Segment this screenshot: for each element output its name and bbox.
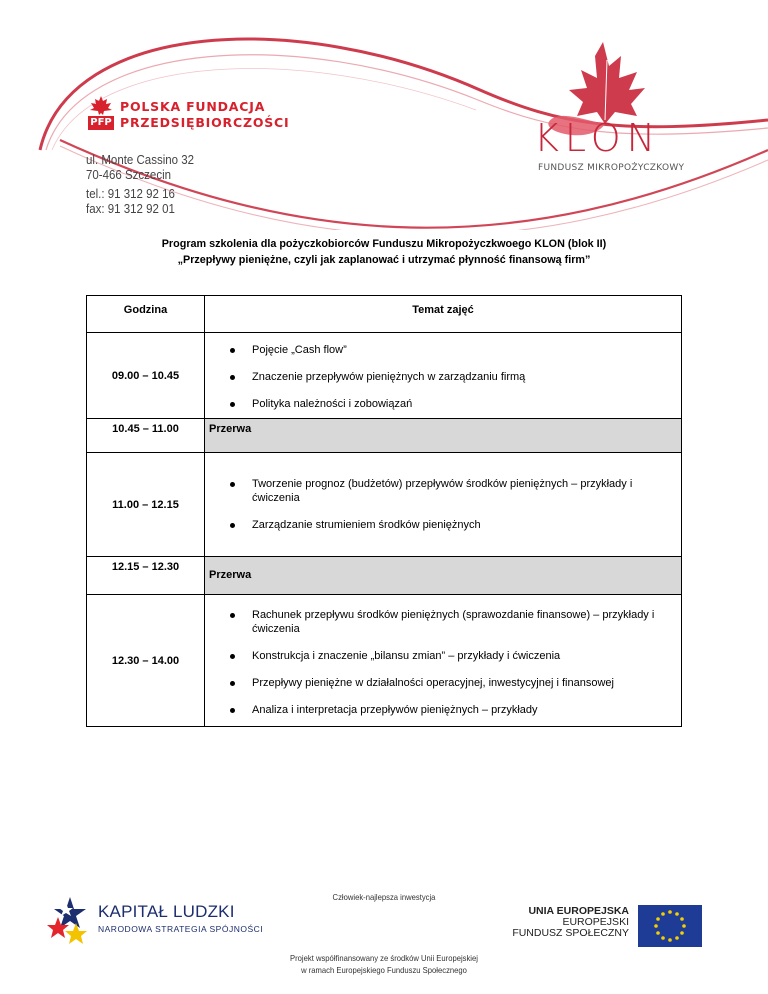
table-row-break [87,557,682,595]
table-row-break [87,419,682,453]
row-topics [205,333,682,419]
pfp-name-line1: POLSKA FUNDACJA [120,99,266,114]
ue-line1: UNIA EUROPEJSKA [528,905,629,917]
program-table [86,295,682,727]
topic-item: Znaczenie przepływów pieniężnych w zarządzaniu firmą [205,370,681,384]
row-time: 10.45 – 11.00 [87,419,205,453]
klon-subtitle: FUNDUSZ MIKROPOŻYCZKOWY [538,163,685,173]
pfp-abbrev: PFP [88,116,114,130]
pfp-mark [88,96,114,132]
table-row [87,453,682,557]
klon-name: KLON [534,116,662,160]
address-fax: fax: 91 312 92 01 [86,202,175,216]
kapital-ludzki-stars-icon [44,893,96,951]
break-label: Przerwa [205,419,682,453]
header-time: Godzina [87,296,205,333]
address-tel: tel.: 91 312 92 16 [86,187,175,201]
row-topics [205,595,682,727]
topic-item: Zarządzanie strumieniem środków pieniężnych [205,518,681,532]
topic-item: Konstrukcja i znaczenie „bilansu zmian” – przykłady i ćwiczenia [205,649,681,663]
topic-item: Pojęcie „Cash flow” [205,343,681,357]
topic-item: Rachunek przepływu środków pieniężnych (sprawozdanie finansowe) – przykłady i ćwiczenia [205,608,681,636]
kapital-ludzki-name: KAPITAŁ LUDZKI [98,902,235,921]
kapital-ludzki-logo [44,893,264,953]
row-time: 12.15 – 12.30 [87,557,205,595]
row-time: 11.00 – 12.15 [87,453,205,557]
topic-item: Analiza i interpretacja przepływów pieniężnych – przykłady [205,703,681,717]
pfp-logo [88,96,290,140]
topic-item: Polityka należności i zobowiązań [205,397,681,411]
row-topics [205,453,682,557]
document-title-line2: „Przepływy pieniężne, czyli jak zaplanować i utrzymać płynność finansową firm” [177,254,591,266]
pfp-name-line2: PRZEDSIĘBIORCZOŚCI [120,115,290,130]
ue-line2: EUROPEJSKI [562,916,629,928]
eu-flag-icon [638,905,702,947]
maple-leaf-icon [89,96,113,116]
ue-text-block [505,906,629,939]
topic-item: Przepływy pieniężne w działalności operacyjnej, inwestycyjnej i finansowej [205,676,681,690]
row-time: 09.00 – 10.45 [87,333,205,419]
address-city: 70-466 Szczecin [86,168,172,182]
cofinance-line2: w ramach Europejskiego Funduszu Społecznego [301,965,467,975]
table-row [87,333,682,419]
row-time: 12.30 – 14.00 [87,595,205,727]
address-street: ul. Monte Cassino 32 [86,153,195,167]
document-title-line1: Program szkolenia dla pożyczkobiorców Funduszu Mikropożyczkwoego KLON (blok II) [161,238,607,250]
header-topic: Temat zajęć [205,296,682,333]
table-row [87,595,682,727]
footer-tagline: Człowiek-najlepsza inwestycja [332,892,436,902]
kapital-ludzki-subtitle: NARODOWA STRATEGIA SPÓJNOŚCI [98,924,264,934]
ue-line3: FUNDUSZ SPOŁECZNY [512,927,629,939]
table-header-row [87,296,682,333]
topic-item: Tworzenie prognoz (budżetów) przepływów środków pieniężnych – przykłady i ćwiczenia [205,477,681,505]
break-label: Przerwa [205,557,682,595]
cofinance-line1: Projekt współfinansowany ze środków Unii Europejskiej [290,953,478,963]
